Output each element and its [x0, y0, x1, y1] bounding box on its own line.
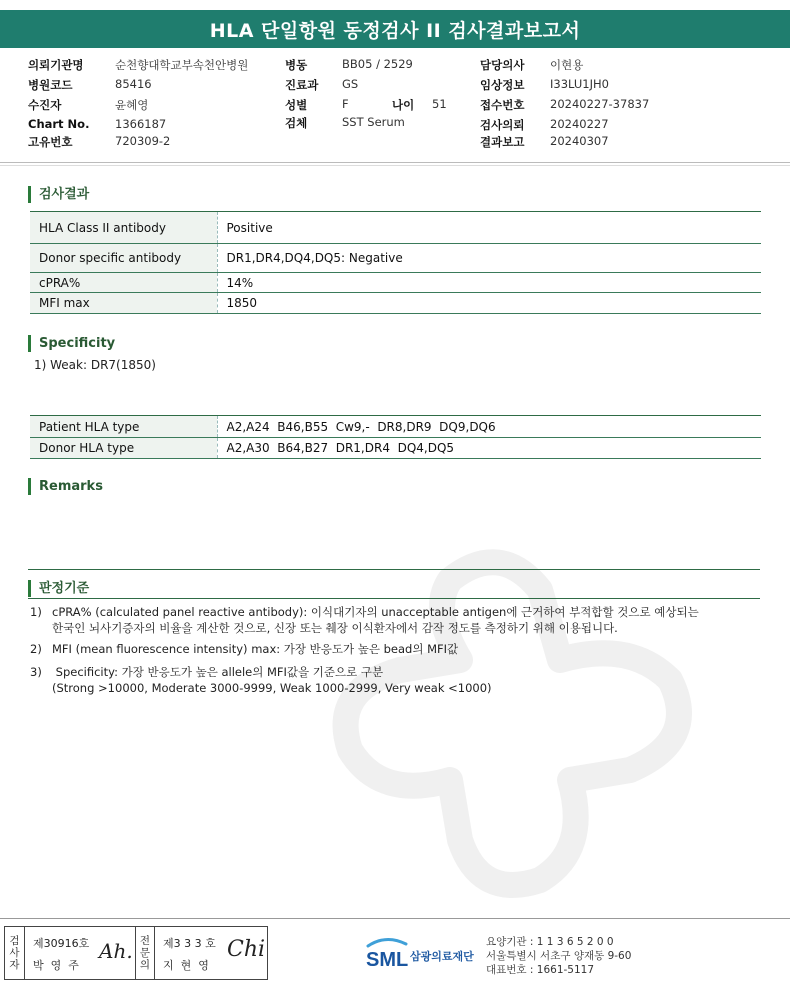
reception-value: 20240227-37837 [550, 97, 650, 111]
row-value: Positive [217, 212, 761, 244]
criteria-number: 3) [30, 665, 42, 679]
specificity-text: 1) Weak: DR7(1850) [34, 358, 156, 372]
criteria-text: Specificity: 가장 반응도가 높은 allele의 MFI값을 기준으로 구분 [52, 665, 384, 679]
report-label: 결과보고 [480, 135, 525, 149]
reception-label: 접수번호 [480, 98, 525, 112]
specialist-name: 지 현 영 [163, 959, 209, 972]
criteria-number: 2) [30, 642, 42, 656]
id-label: 고유번호 [28, 135, 73, 149]
code-label: 병원코드 [28, 78, 73, 92]
dept-label: 진료과 [285, 78, 319, 92]
specialist-label-char: 문 [139, 947, 151, 959]
row-key: cPRA% [30, 273, 217, 293]
results-heading: 검사결과 [28, 186, 89, 203]
specimen-value: SST Serum [342, 115, 405, 129]
report-title: HLA 단일항원 동정검사 II 검사결과보고서 [0, 10, 790, 48]
row-value: DR1,DR4,DQ4,DQ5: Negative [217, 244, 761, 273]
criteria-number: 1) [30, 605, 42, 619]
criteria-text: (Strong >10000, Moderate 3000-9999, Weak 1000-2999, Very weak <1000) [52, 681, 492, 695]
report-value: 20240307 [550, 134, 609, 148]
row-value: 14% [217, 273, 761, 293]
signature-box [4, 926, 268, 980]
specialist-label-char: 의 [139, 959, 151, 971]
doctor-label: 담당의사 [480, 58, 525, 72]
examiner-label-char: 자 [9, 959, 20, 971]
examiner-label-char: 검 [9, 935, 20, 947]
results-table [30, 211, 761, 314]
examiner-label [5, 927, 25, 979]
criteria-item [30, 605, 760, 637]
age-label: 나이 [392, 98, 415, 112]
row-key: MFI max [30, 293, 217, 314]
ward-label: 병동 [285, 58, 308, 72]
divider [0, 162, 790, 163]
clinical-value: I33LU1JH0 [550, 77, 609, 91]
patient-info [0, 54, 790, 152]
row-value: A2,A24 B46,B55 Cw9,- DR8,DR9 DQ9,DQ6 [217, 416, 761, 438]
hospital-value: 순천향대학교부속천안병원 [115, 58, 249, 72]
examiner-name: 박 영 주 [33, 959, 79, 972]
sex-label: 성별 [285, 98, 308, 112]
hla-type-table [30, 415, 761, 459]
id-value: 720309-2 [115, 134, 171, 148]
patient-label: 수진자 [28, 98, 62, 112]
care-number: 요양기관 : 1 1 3 6 5 2 0 0 [486, 936, 614, 948]
criteria-heading: 판정기준 [28, 580, 89, 597]
remarks-heading: Remarks [28, 478, 103, 495]
specialist-label [135, 927, 155, 979]
divider [0, 918, 790, 919]
logo-text: SML [366, 949, 409, 971]
examiner-signature: Ah. [99, 939, 133, 963]
specialist-signature: Chi [227, 937, 266, 962]
row-key: Donor specific antibody [30, 244, 217, 273]
table-row [30, 416, 761, 438]
request-value: 20240227 [550, 117, 609, 131]
criteria-text: 한국인 뇌사기증자의 비율을 계산한 것으로, 신장 또는 췌장 이식환자에서 감작 정도를 측정하기 위해 이용됩니다. [52, 621, 618, 635]
sex-value: F [342, 97, 349, 111]
doctor-value: 이현용 [550, 58, 584, 72]
examiner-label-char: 사 [9, 947, 20, 959]
age-value: 51 [432, 97, 447, 111]
request-label: 검사의뢰 [480, 118, 525, 132]
phone: 대표번호 : 1661-5117 [486, 964, 595, 976]
divider [0, 165, 790, 166]
row-value: A2,A30 B64,B27 DR1,DR4 DQ4,DQ5 [217, 438, 761, 459]
code-value: 85416 [115, 77, 152, 91]
patient-value: 윤혜영 [115, 98, 149, 112]
address: 서울특별시 서초구 양재동 9-60 [486, 950, 632, 962]
table-row [30, 438, 761, 459]
watermark-cross-icon [300, 520, 770, 920]
specialist-license: 제3 3 3 호 [163, 937, 216, 950]
table-row [30, 273, 761, 293]
specimen-label: 검체 [285, 116, 308, 130]
chart-label: Chart No. [28, 117, 90, 131]
organization-name: 삼광의료재단 [410, 950, 474, 963]
table-row [30, 293, 761, 314]
criteria-item [30, 665, 760, 697]
specialist-label-char: 전 [139, 935, 151, 947]
criteria-item [30, 642, 760, 658]
criteria-text: MFI (mean fluorescence intensity) max: 가장 반응도가 높은 bead의 MFI값 [52, 642, 459, 656]
row-value: 1850 [217, 293, 761, 314]
chart-value: 1366187 [115, 117, 167, 131]
hospital-label: 의뢰기관명 [28, 58, 84, 72]
row-key: Donor HLA type [30, 438, 217, 459]
criteria-text: cPRA% (calculated panel reactive antibody): 이식대기자의 unacceptable antigen에 근거하여 부적합할 것으로 예상되는 [52, 605, 699, 619]
divider [28, 598, 760, 599]
dept-value: GS [342, 77, 359, 91]
examiner-license: 제30916호 [33, 937, 90, 950]
table-row [30, 212, 761, 244]
ward-value: BB05 / 2529 [342, 57, 413, 71]
row-key: Patient HLA type [30, 416, 217, 438]
table-row [30, 244, 761, 273]
divider [28, 569, 760, 570]
row-key: HLA Class II antibody [30, 212, 217, 244]
specificity-heading: Specificity [28, 335, 115, 352]
clinical-label: 임상정보 [480, 78, 525, 92]
